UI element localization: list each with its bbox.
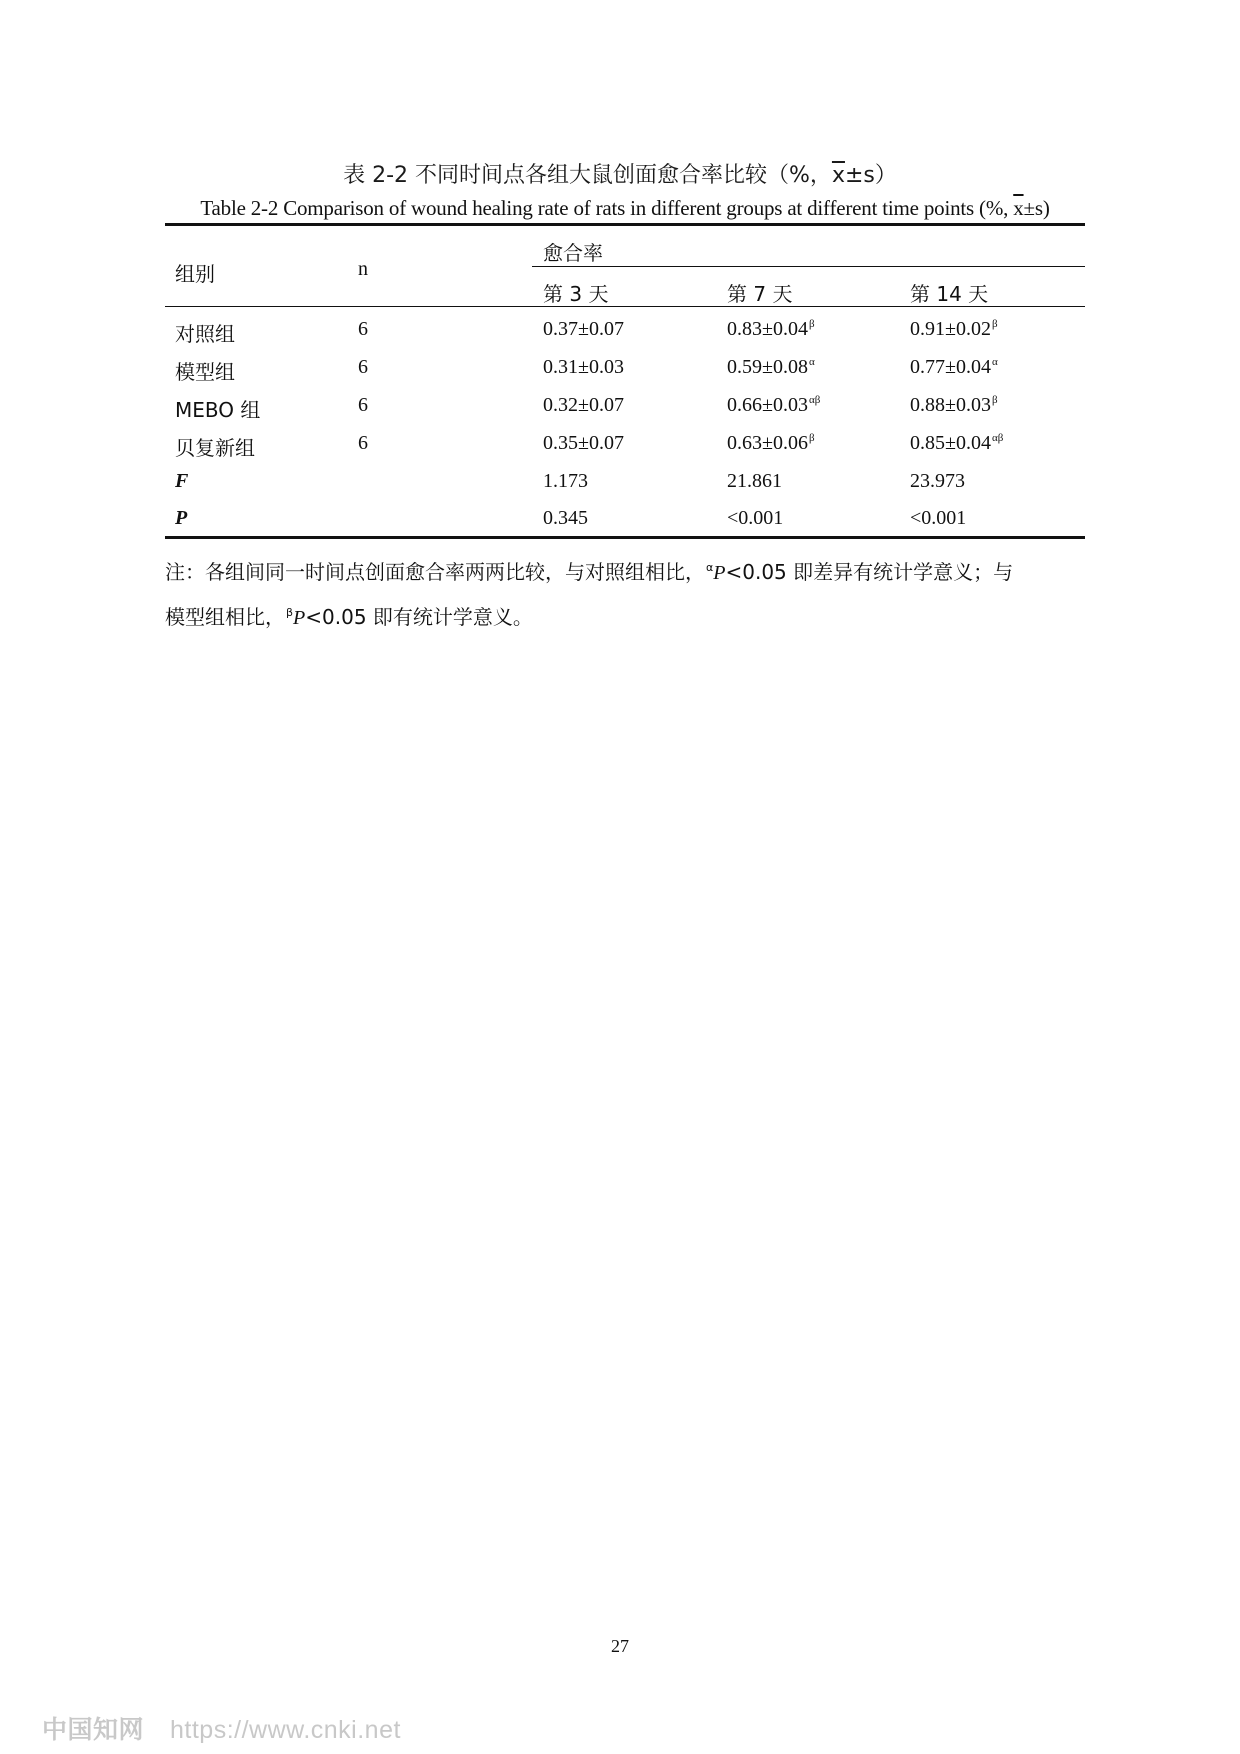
table-footnote	[165, 548, 1085, 638]
stat-p-day14: <0.001	[910, 507, 967, 529]
row-day3: 0.35±0.07	[543, 432, 624, 454]
row-day3: 0.37±0.07	[543, 318, 624, 340]
stat-label-f: F	[175, 470, 189, 492]
row-day3: 0.32±0.07	[543, 394, 624, 416]
row-group: 对照组	[175, 322, 235, 346]
table-top-rule	[165, 223, 1085, 226]
stat-f-day7: 21.861	[727, 470, 782, 492]
stat-label-p: P	[175, 507, 188, 529]
table-sub-rule	[532, 266, 1085, 267]
header-day14: 第 14 天	[910, 282, 989, 306]
row-group: 贝复新组	[175, 436, 255, 460]
table-caption-en: Table 2-2 Comparison of wound healing rate of rats in different groups at different time points (%, $\overline{x}\pm s$)	[200, 196, 1050, 220]
row-n: 6	[358, 318, 368, 340]
header-healing-rate: 愈合率	[543, 241, 603, 265]
row-day7: $0.63\pm 0.06^\beta$	[727, 432, 815, 454]
row-day7: $0.66\pm 0.03^{\alpha\beta}$	[727, 394, 821, 416]
header-group: 组别	[175, 262, 215, 286]
cnki-watermark	[42, 1710, 401, 1746]
row-day14: $0.85\pm 0.04^{\alpha\beta}$	[910, 432, 1004, 454]
stat-f-day3: 1.173	[543, 470, 588, 492]
footnote-line-1: 注：各组间同一时间点创面愈合率两两比较，与对照组相比，$^\alpha$P<0.05 即差异有统计学意义；与	[165, 560, 1014, 584]
row-day7: $0.59\pm 0.08^\alpha$	[727, 356, 815, 378]
row-day7: $0.83\pm 0.04^\beta$	[727, 318, 815, 340]
row-day14: $0.88\pm 0.03^\beta$	[910, 394, 998, 416]
watermark-logo-text: 中国知网	[42, 1715, 145, 1744]
table-caption-cn: 表 2-2 不同时间点各组大鼠创面愈合率比较（%，$\overline{x}\pm s$）	[343, 163, 897, 188]
row-group: MEBO 组	[175, 398, 261, 422]
footnote-line-2: 模型组相比，$^\beta$P<0.05 即有统计学意义。	[165, 605, 533, 629]
row-n: 6	[358, 432, 368, 454]
header-n: n	[358, 258, 368, 280]
row-n: 6	[358, 394, 368, 416]
row-group: 模型组	[175, 360, 235, 384]
row-day3: 0.31±0.03	[543, 356, 624, 378]
stat-p-day3: 0.345	[543, 507, 588, 529]
table-bottom-rule	[165, 536, 1085, 539]
row-day14: $0.91\pm 0.02^\beta$	[910, 318, 998, 340]
stat-f-day14: 23.973	[910, 470, 965, 492]
header-day7: 第 7 天	[727, 282, 793, 306]
stat-p-day7: <0.001	[727, 507, 784, 529]
watermark-url: https://www.cnki.net	[170, 1716, 401, 1744]
header-day3: 第 3 天	[543, 282, 609, 306]
page-number: 27	[611, 1636, 629, 1656]
row-n: 6	[358, 356, 368, 378]
row-day14: $0.77\pm 0.04^\alpha$	[910, 356, 998, 378]
